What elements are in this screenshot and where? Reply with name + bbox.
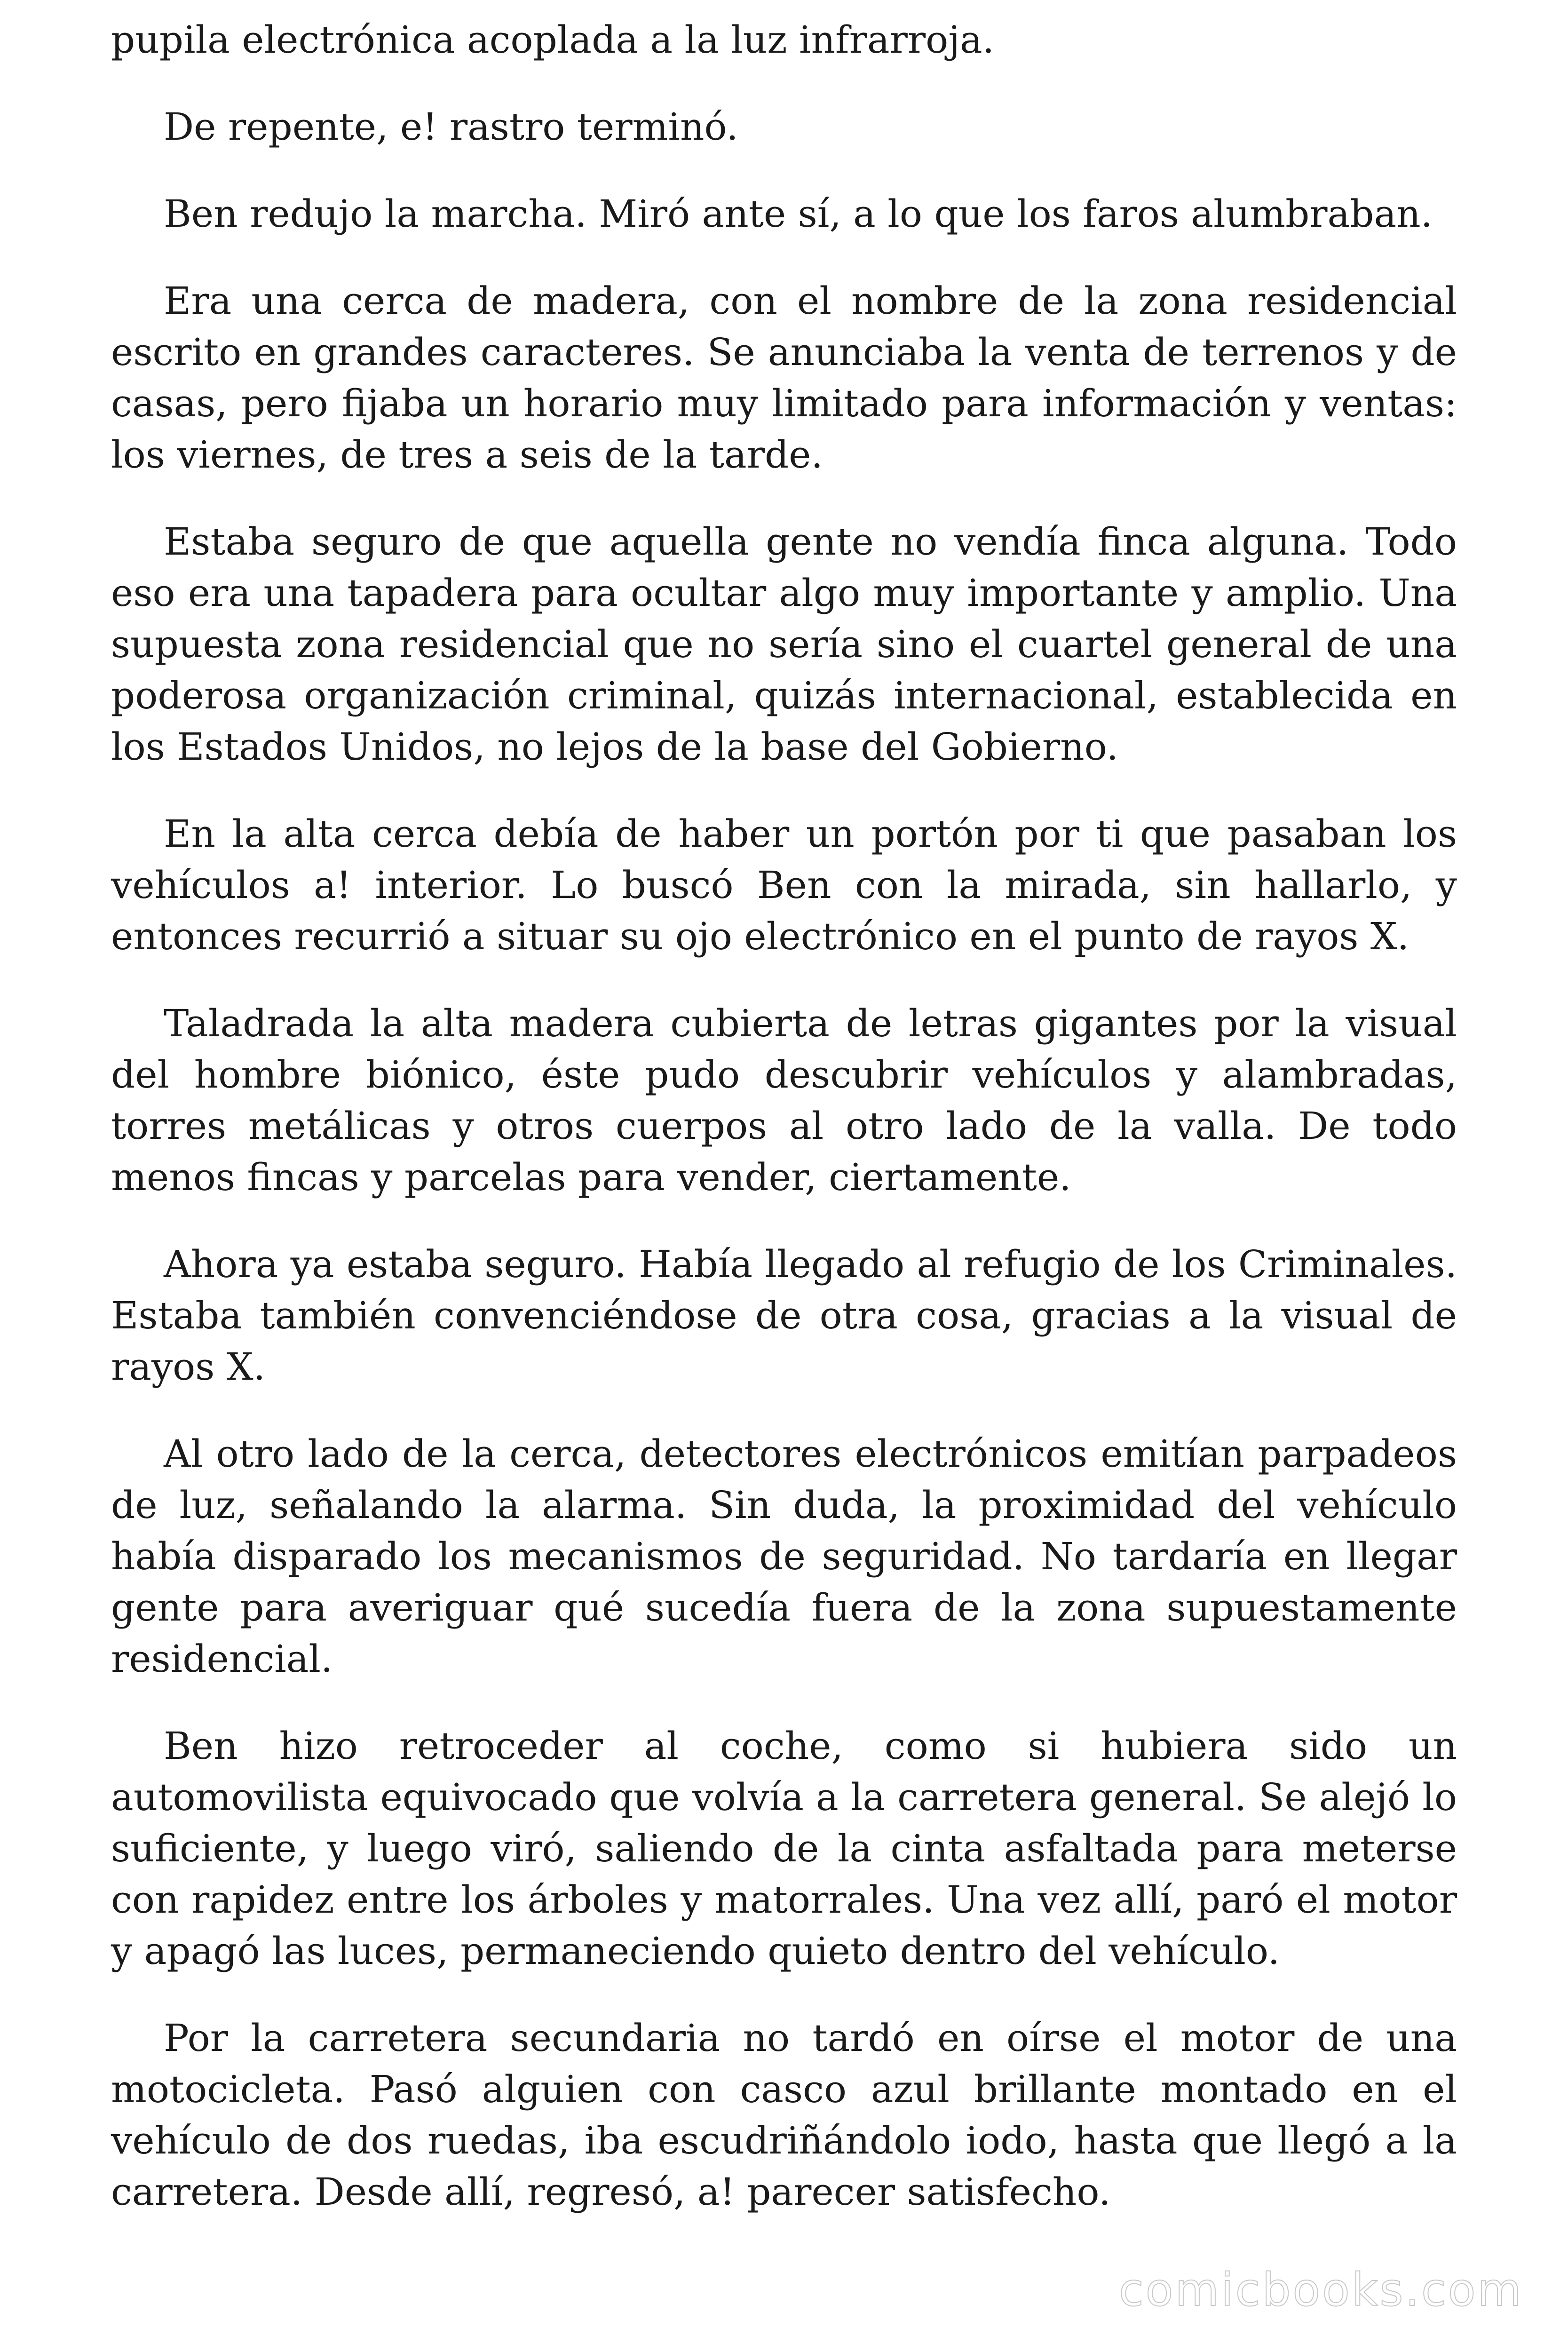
paragraph-2: De repente, e! rastro terminó. [164,105,738,149]
paragraph-11: Por la carretera secundaria no tardó en oírse el motor de una motocicleta. Pasó alguien con casco azul brillante montado en el vehículo de dos ruedas, iba escudriñándolo iodo, hasta que llegó a la carretera. Desde allí, regresó, a! parecer satisfecho. [111,2016,1457,2214]
paragraph-5: Estaba seguro de que aquella gente no vendía finca alguna. Todo eso era una tapadera para ocultar algo muy importante y amplio. Una supuesta zona residencial que no sería sino el cuartel general de una poderosa organización criminal, quizás internacional, establecida en los Estados Unidos, no lejos de la base del Gobierno. [111,520,1457,769]
paragraph-3: Ben redujo la marcha. Miró ante sí, a lo que los faros alumbraban. [164,192,1433,236]
paragraph-9: Al otro lado de la cerca, detectores electrónicos emitían parpadeos de luz, señalando la alarma. Sin duda, la proximidad del vehículo había disparado los mecanismos de seguridad. No tardaría en llegar gente para averiguar qué sucedía fuera de la zona supuestamente residencial. [111,1432,1457,1681]
paragraph-4: Era una cerca de madera, con el nombre de la zona residencial escrito en grandes caracteres. Se anunciaba la venta de terrenos y de casas, pero fijaba un horario muy limitado para información y ventas: los viernes, de tres a seis de la tarde. [111,279,1457,477]
paragraph-1: pupila electrónica acoplada a la luz infrarroja. [111,18,995,62]
paragraph-10: Ben hizo retroceder al coche, como si hubiera sido un automovilista equivocado que volvía a la carretera general. Se alejó lo suficiente, y luego viró, saliendo de la cinta asfaltada para meterse con rapidez entre los árboles y matorrales. Una vez allí, paró el motor y apagó las luces, permaneciendo quieto dentro del vehículo. [111,1724,1457,1973]
page-body [111,14,1457,2253]
paragraph-6: En la alta cerca debía de haber un portón por ti que pasaban los vehículos a! interior. Lo buscó Ben con la mirada, sin hallarlo, y entonces recurrió a situar su ojo electrónico en el punto de rayos X. [111,812,1457,958]
watermark: comicbooks.com [1118,2264,1523,2316]
paragraph-8: Ahora ya estaba seguro. Había llegado al refugio de los Criminales. Estaba también convenciéndose de otra cosa, gracias a la visual de rayos X. [111,1242,1457,1389]
paragraph-7: Taladrada la alta madera cubierta de letras gigantes por la visual del hombre biónico, éste pudo descubrir vehículos y alambradas, torres metálicas y otros cuerpos al otro lado de la valla. De todo menos fincas y parcelas para vender, ciertamente. [111,1001,1457,1199]
